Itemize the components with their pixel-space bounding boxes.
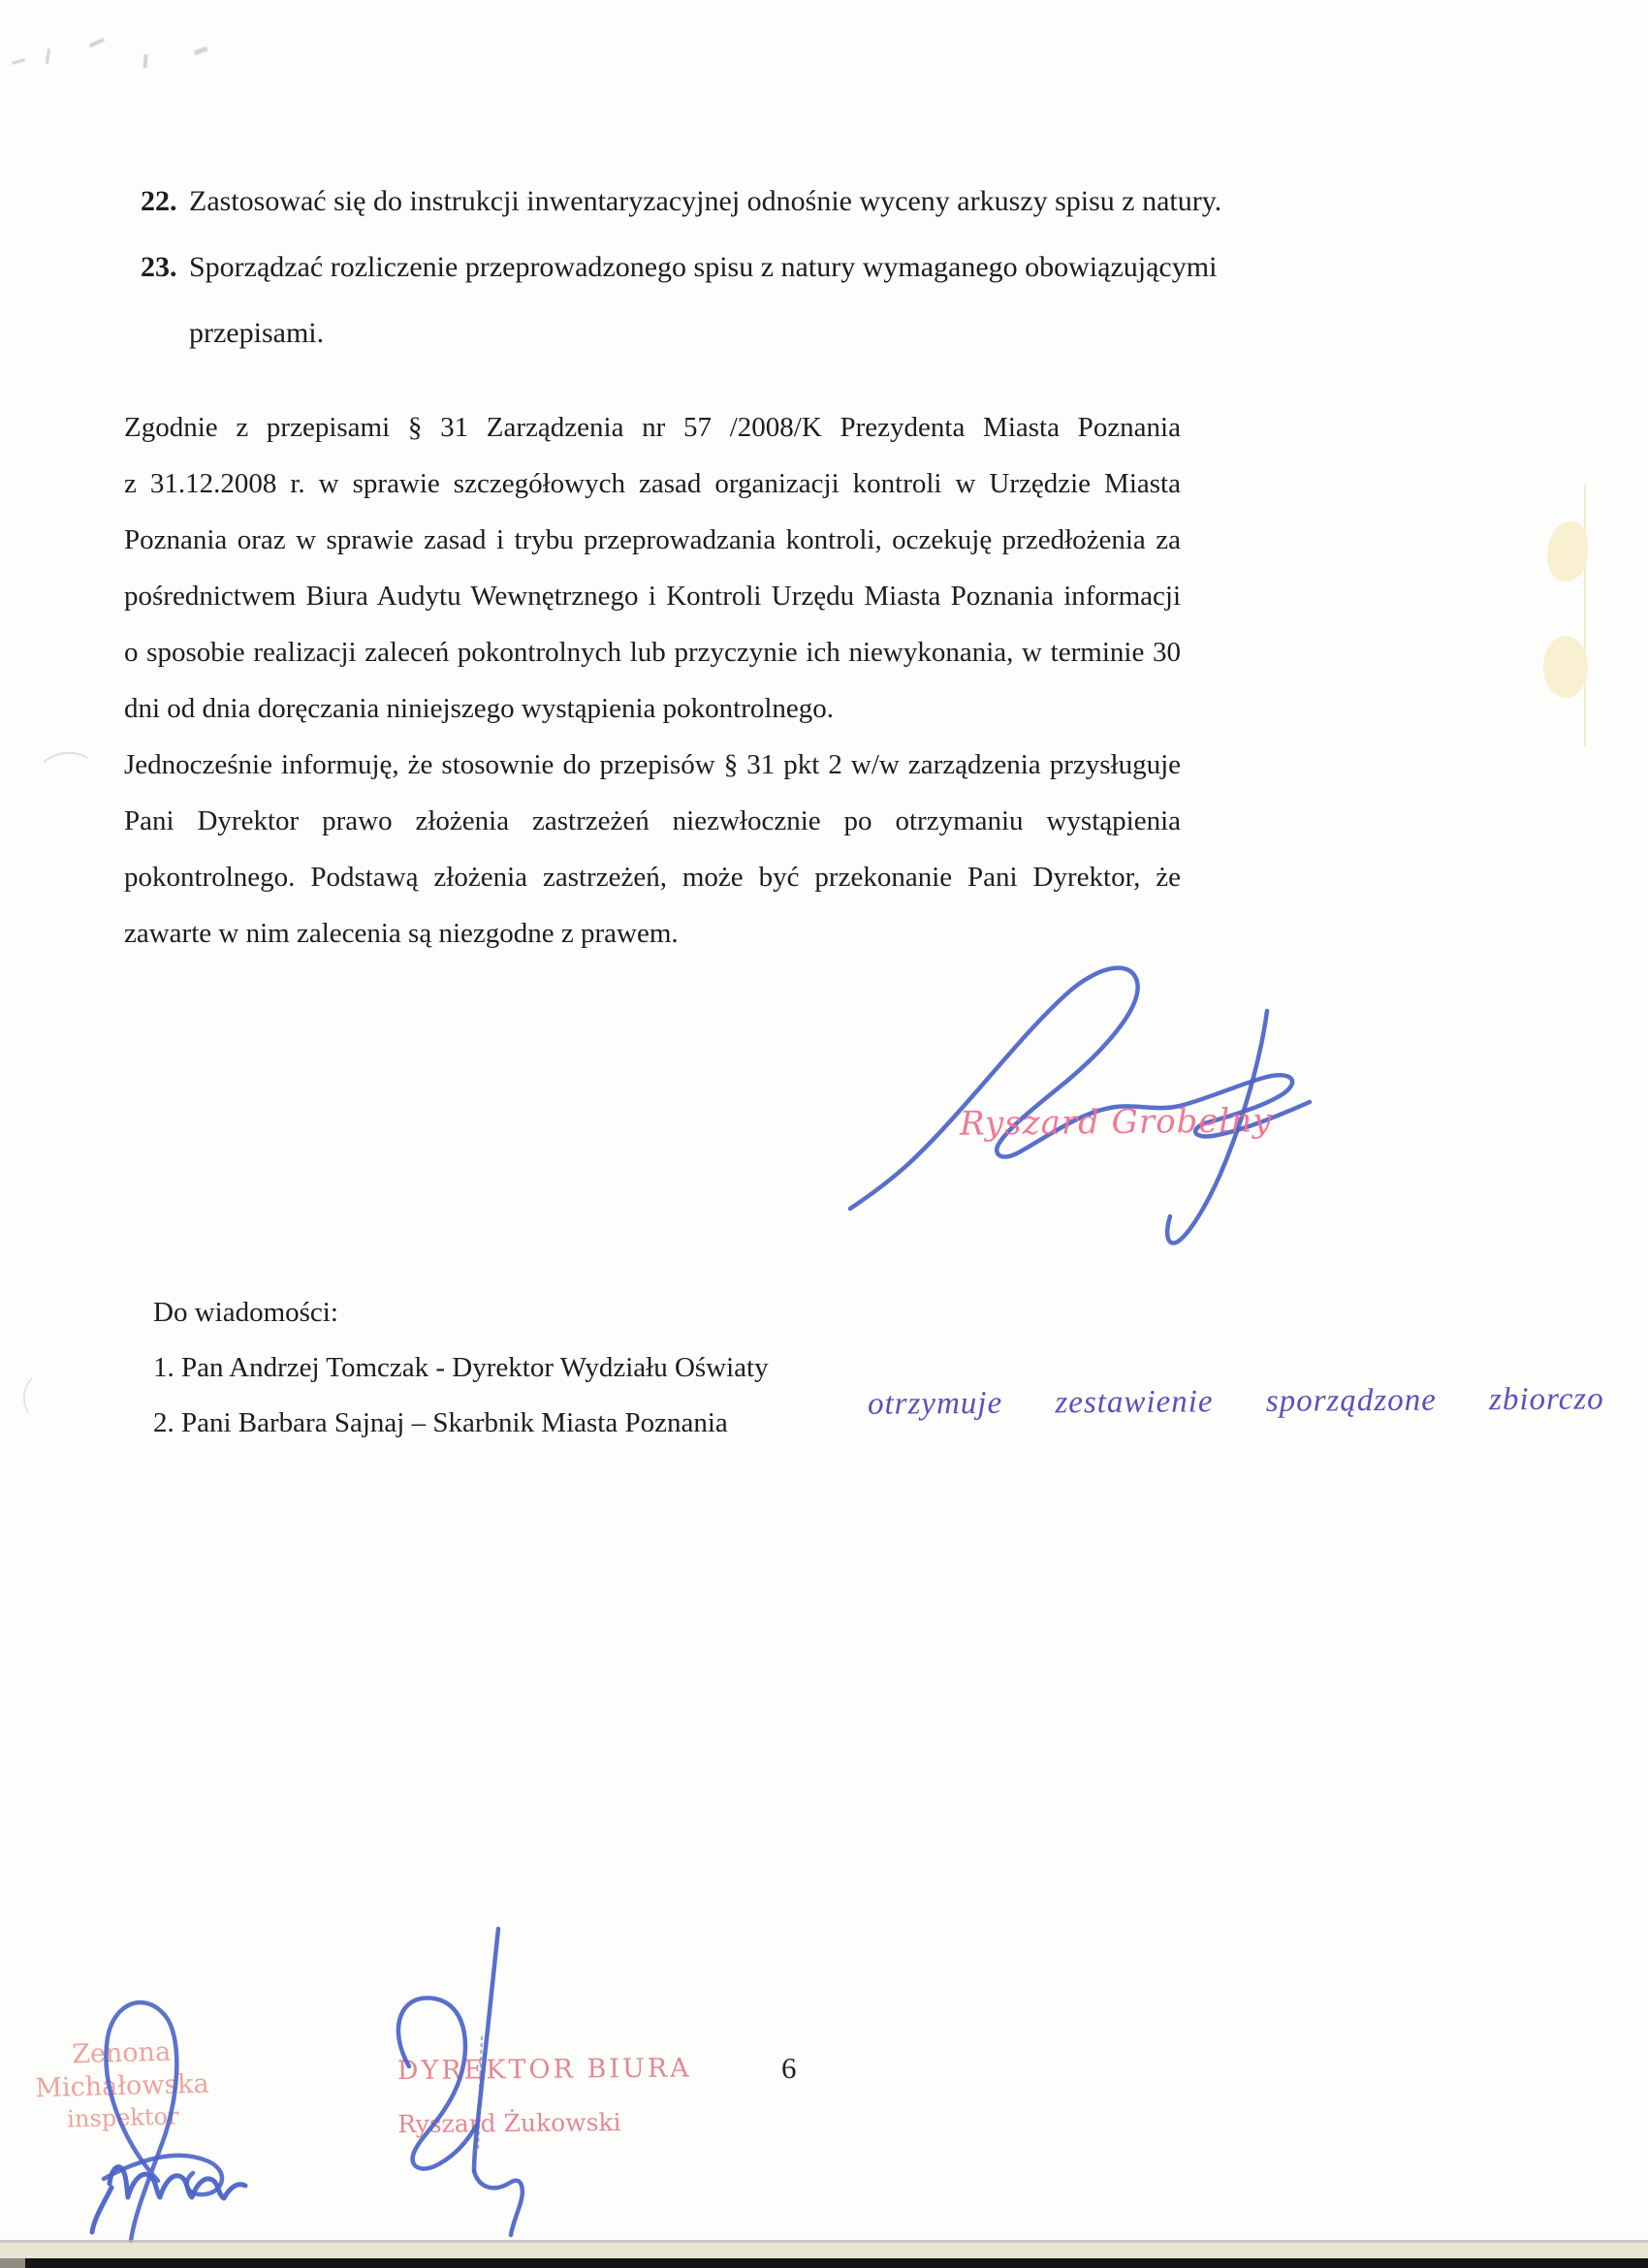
para1-line2: z 31.12.2008 r. w sprawie szczegółowych zasad organizacji kontroli w Urzędzie Miasta — [124, 468, 1181, 499]
list-item-23-line1: Sporządzać rozliczenie przeprowadzonego spisu z natury wymaganego obowiązującymi — [189, 251, 1218, 283]
para1-line6: dni od dnia doręczania niniejszego wystąpienia pokontrolnego. — [124, 693, 835, 724]
para2-line1: Jednocześnie informuję, że stosownie do przepisów § 31 pkt 2 w/w zarządzenia przysługuje — [124, 749, 1181, 780]
list-item-23 — [141, 235, 1226, 366]
recommendation-list — [141, 169, 1226, 366]
cc-section — [153, 1285, 1026, 1451]
list-item-23-number: 23. — [141, 251, 177, 283]
scan-edge-shadow — [25, 2258, 1648, 2268]
body-text — [124, 399, 1181, 961]
para1-line3: Poznania oraz w sprawie zasad i trybu przeprowadzania kontroli, oczekuję przedłożenia za — [124, 524, 1181, 555]
para1-line1: Zgodnie z przepisami § 31 Zarządzenia nr 57 /2008/K Prezydenta Miasta Poznania — [124, 412, 1181, 443]
stamp-dyrektor-title: DYREKTOR BIURA — [396, 2053, 692, 2087]
cc-item-2: 2. Pani Barbara Sajnaj – Skarbnik Miasta Poznania — [153, 1407, 728, 1438]
list-item-23-text — [189, 235, 1226, 366]
list-item-22-number: 22. — [141, 185, 177, 217]
stamp-dyrektor-name: Ryszard Żukowski — [397, 2108, 621, 2139]
scan-edge-corner — [0, 2258, 25, 2268]
para1-line5: o sposobie realizacji zaleceń pokontrolnych lub przyczynie ich niewykonania, w terminie 30 — [124, 637, 1181, 668]
scan-edge-paper — [0, 2243, 1648, 2259]
list-item-22 — [141, 169, 1226, 235]
signature-michalowska-scrawl — [82, 2137, 267, 2239]
stamp-inspector-role: inspektor — [66, 2102, 179, 2133]
pencil-mark — [12, 58, 25, 65]
cc-heading: Do wiadomości: — [153, 1297, 338, 1328]
list-item-22-text: Zastosować się do instrukcji inwentaryzacyjnej odnośnie wyceny arkuszy spisu z natury. — [189, 185, 1222, 217]
scan-artifact-blob — [1543, 636, 1588, 698]
pencil-arc — [20, 1370, 62, 1423]
stamp-grobelny-name: Ryszard Grobelny — [959, 1101, 1273, 1144]
pencil-mark — [89, 38, 105, 47]
page-number: 6 — [781, 2051, 797, 2085]
scan-artifact-blob — [1547, 521, 1588, 582]
list-item-23-line2: przepisami. — [189, 317, 325, 349]
para2-line3: pokontrolnego. Podstawą złożenia zastrzeżeń, może być przekonanie Pani Dyrektor, że — [124, 862, 1181, 893]
para2-line4: zawarte w nim zalecenia są niezgodne z prawem. — [124, 918, 679, 949]
cc-item-1: 1. Pan Andrzej Tomczak - Dyrektor Wydziału Oświaty — [153, 1352, 769, 1383]
pencil-mark — [194, 47, 208, 55]
para1-line4: pośrednictwem Biura Audytu Wewnętrznego i Kontroli Urzędu Miasta Poznania informacji — [124, 581, 1181, 612]
pencil-mark — [46, 48, 50, 64]
signature-zukowski — [380, 1921, 584, 2241]
handwritten-annotation: otrzymuje zestawienie sporządzone zbiorczo — [867, 1381, 1604, 1422]
pencil-mark — [143, 54, 147, 68]
para2-line2: Pani Dyrektor prawo złożenia zastrzeżeń niezwłocznie po otrzymaniu wystąpienia — [124, 805, 1181, 836]
stamp-inspector-name: Zenona Michałowska — [34, 2036, 210, 2104]
pencil-arc — [35, 749, 99, 798]
scan-artifact-line — [1584, 485, 1586, 746]
